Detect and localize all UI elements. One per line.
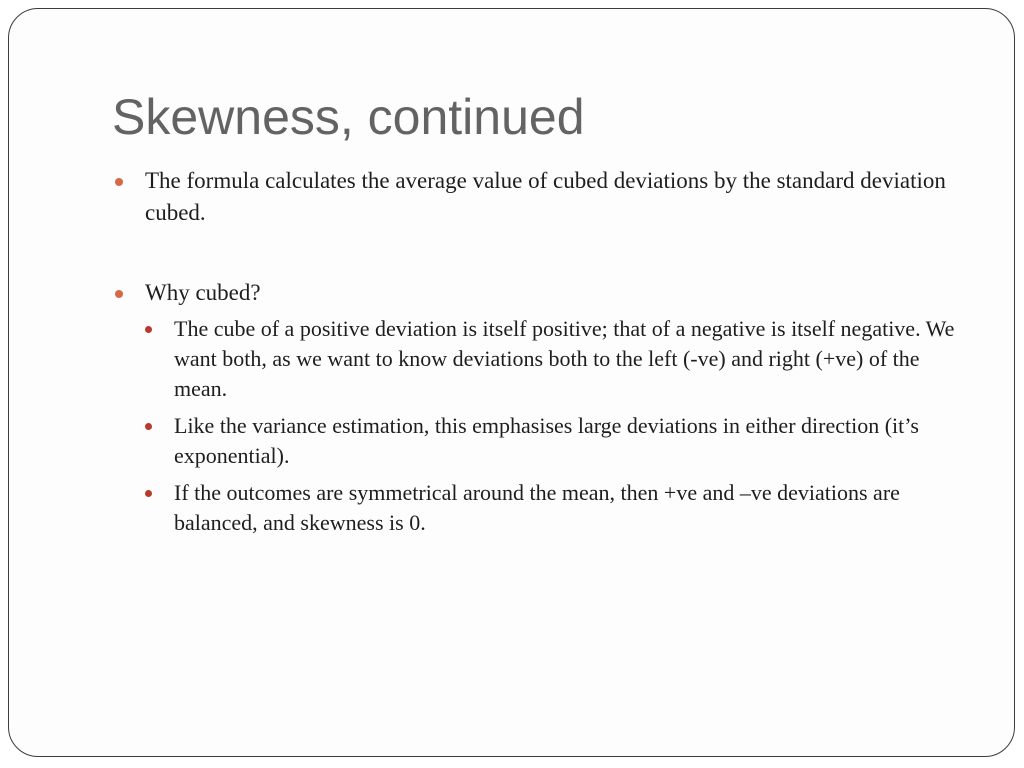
sub-bullet-sign — [114, 314, 974, 404]
bullet-dot-icon — [115, 290, 123, 298]
sub-bullet-dot-icon — [145, 423, 152, 430]
bullet-text: Why cubed? — [145, 280, 261, 305]
sub-bullet-dot-icon — [145, 326, 152, 333]
sub-bullet-list — [114, 314, 974, 538]
bullet-dot-icon — [115, 178, 123, 186]
sub-bullet-dot-icon — [145, 490, 152, 497]
sub-bullet-text: If the outcomes are symmetrical around the mean, then +ve and –ve deviations are balanced, and skewness is 0. — [174, 480, 900, 535]
bullet-formula — [114, 165, 974, 229]
slide-body — [114, 165, 974, 538]
sub-bullet-emphasis — [114, 411, 974, 471]
bullet-list — [114, 165, 974, 538]
sub-bullet-text: The cube of a positive deviation is itself positive; that of a negative is itself negative. We want both, as we want to know deviations both to the left (-ve) and right (+ve) of the mean. — [174, 316, 955, 401]
sub-bullet-text: Like the variance estimation, this emphasises large deviations in either direction (it’s exponential). — [174, 413, 919, 468]
slide-title: Skewness, continued — [112, 89, 585, 145]
bullet-text: The formula calculates the average value of cubed deviations by the standard deviation cubed. — [145, 168, 946, 225]
bullet-why-cubed — [114, 277, 974, 538]
sub-bullet-symmetry — [114, 478, 974, 538]
